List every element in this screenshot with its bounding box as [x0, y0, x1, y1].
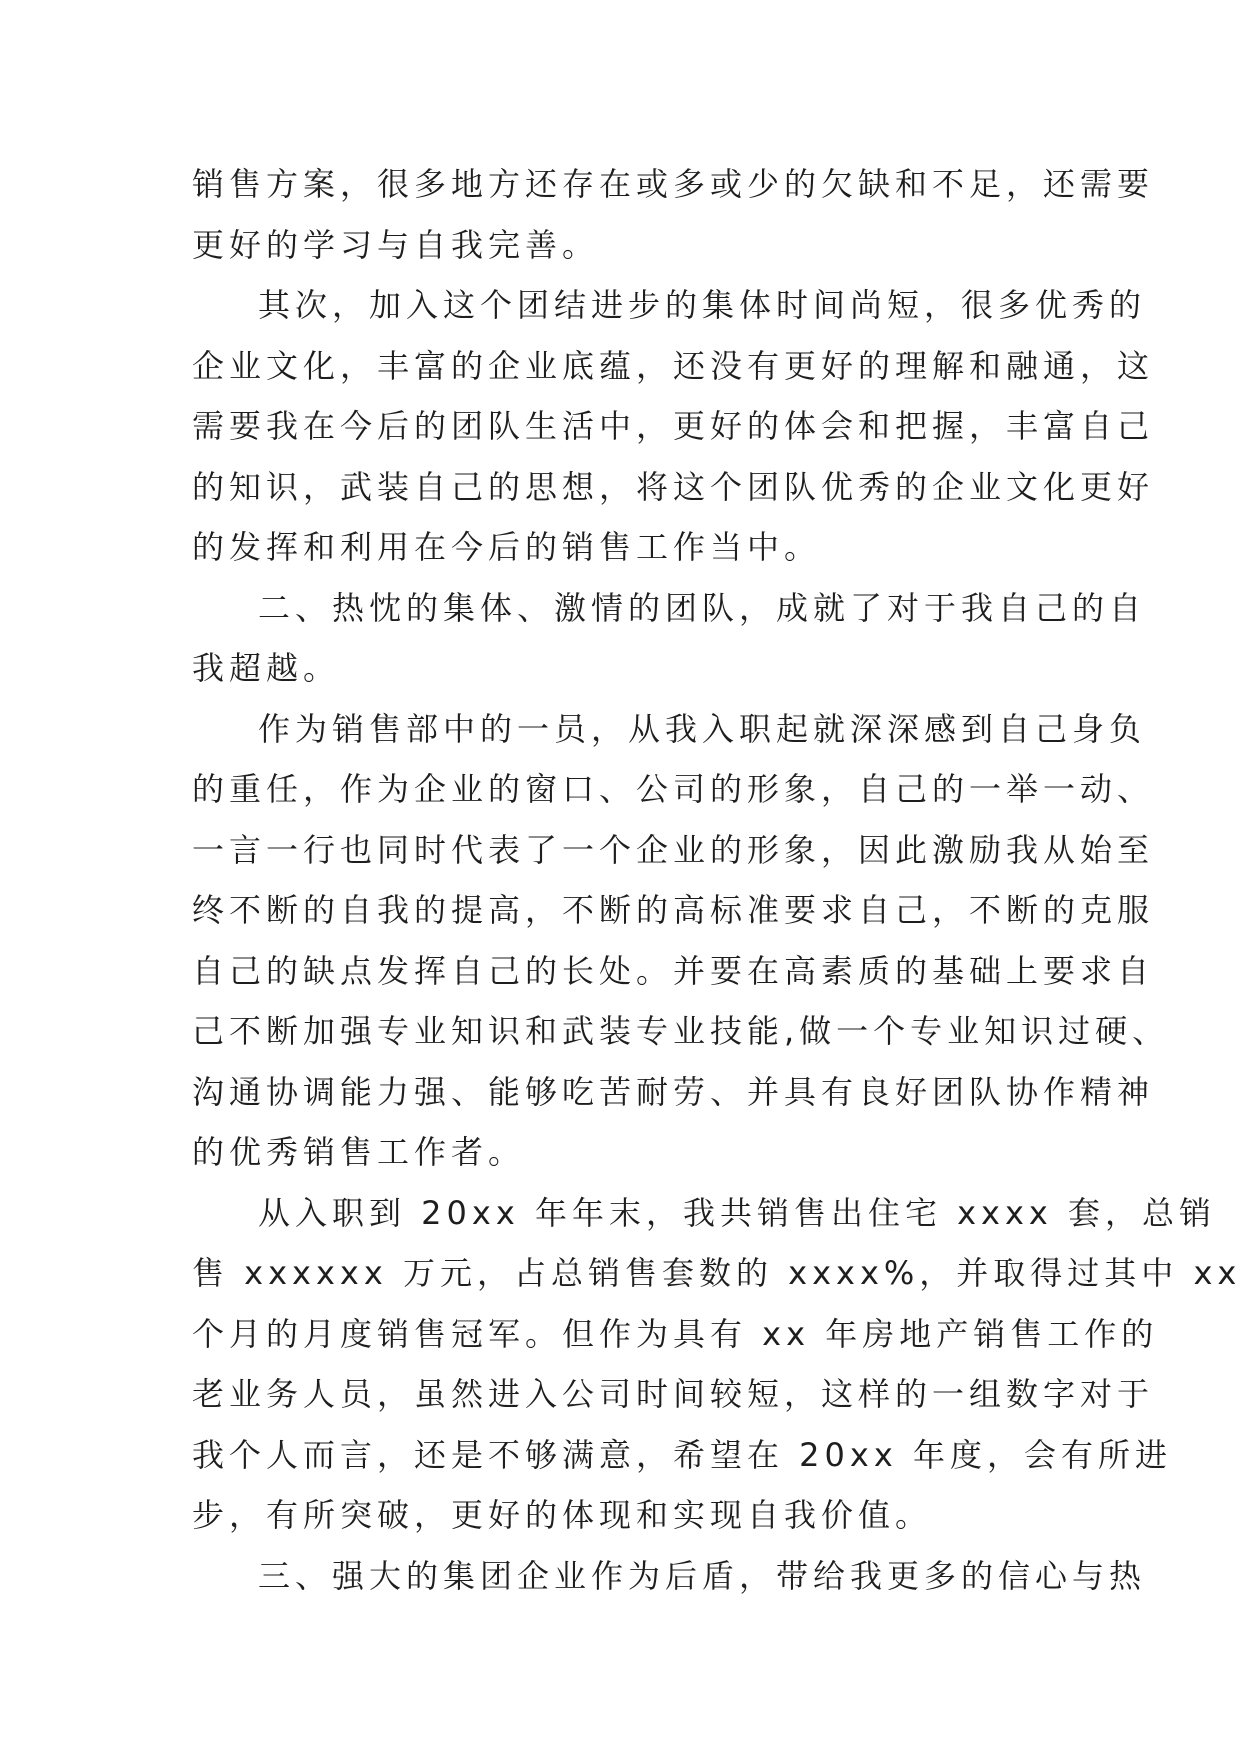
text-line: 的重任，作为企业的窗口、公司的形象，自己的一举一动、 — [192, 770, 1155, 808]
text-line: 我个人而言，还是不够满意，希望在 20xx 年度，会有所进 — [192, 1435, 1172, 1474]
text-line: 的发挥和利用在今后的销售工作当中。 — [192, 528, 822, 566]
text-line: 自己的缺点发挥自己的长处。并要在高素质的基础上要求自 — [192, 951, 1155, 990]
text-line: 需要我在今后的团队生活中，更好的体会和把握，丰富自己 — [192, 407, 1155, 445]
text-line: 更好的学习与自我完善。 — [192, 225, 600, 264]
body-text — [192, 154, 1241, 1606]
text-line: 的知识，武装自己的思想，将这个团队优秀的企业文化更好 — [192, 467, 1155, 506]
text-line: 二、热忱的集体、激情的团队，成就了对于我自己的自 — [258, 588, 1147, 627]
text-line: 己不断加强专业知识和武装专业技能,做一个专业知识过硬、 — [192, 1012, 1170, 1050]
text-line: 个月的月度销售冠军。但作为具有 xx 年房地产销售工作的 — [192, 1314, 1159, 1353]
text-line: 从入职到 20xx 年年末，我共销售出住宅 xxxx 套，总销 — [258, 1193, 1217, 1232]
text-line: 售 xxxxxx 万元，占总销售套数的 xxxx%，并取得过其中 xx — [192, 1254, 1241, 1292]
text-line: 一言一行也同时代表了一个企业的形象，因此激励我从始至 — [192, 830, 1155, 869]
text-line: 作为销售部中的一员，从我入职起就深深感到自己身负 — [258, 709, 1147, 748]
text-line: 步，有所突破，更好的体现和实现自我价值。 — [192, 1496, 933, 1534]
text-line: 老业务人员，虽然进入公司时间较短，这样的一组数字对于 — [192, 1375, 1155, 1413]
text-line: 的优秀销售工作者。 — [192, 1133, 526, 1171]
text-line: 三、强大的集团企业作为后盾，带给我更多的信心与热 — [258, 1556, 1147, 1595]
text-line: 企业文化，丰富的企业底蕴，还没有更好的理解和融通，这 — [192, 346, 1155, 385]
text-line: 销售方案，很多地方还存在或多或少的欠缺和不足，还需要 — [192, 165, 1155, 203]
text-line: 其次，加入这个团结进步的集体时间尚短，很多优秀的 — [258, 286, 1147, 324]
text-line: 我超越。 — [192, 649, 341, 687]
text-line: 沟通协调能力强、能够吃苦耐劳、并具有良好团队协作精神 — [192, 1072, 1155, 1111]
text-line: 终不断的自我的提高，不断的高标准要求自己，不断的克服 — [192, 891, 1155, 929]
